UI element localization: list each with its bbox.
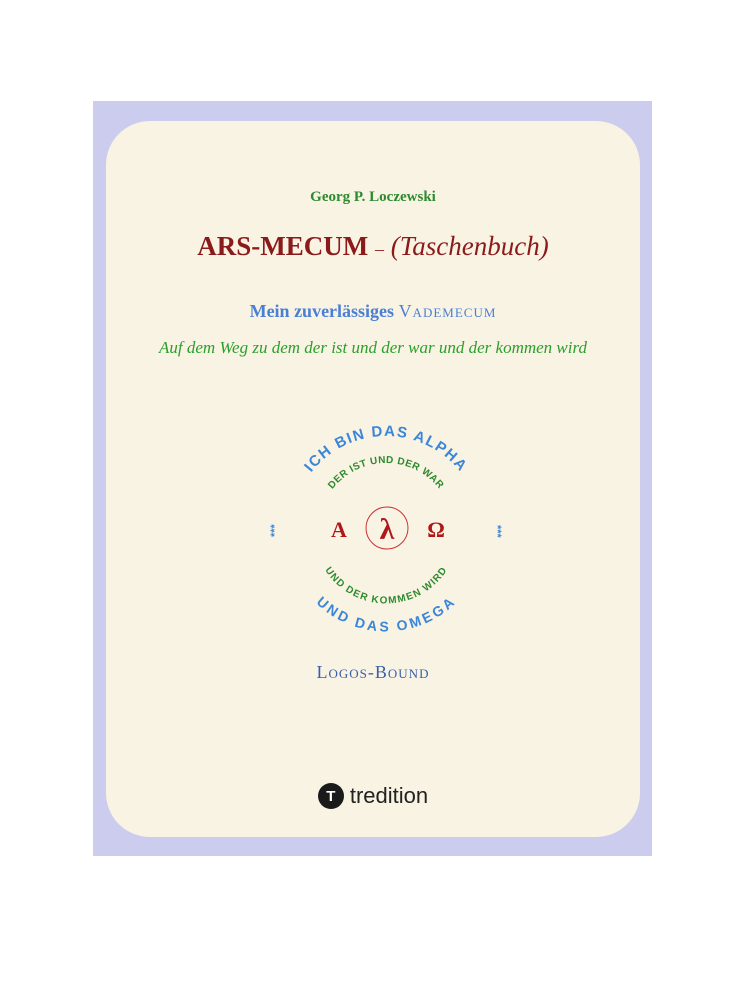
book-subtitle xyxy=(106,301,640,322)
alpha-symbol: Α xyxy=(331,517,347,542)
title-main: ARS-MECUM xyxy=(197,231,369,261)
omega-symbol: Ω xyxy=(427,517,445,542)
alpha-omega-emblem xyxy=(266,411,506,651)
emblem-outer-bottom-text: UND DAS OMEGA xyxy=(313,593,459,635)
title-subtitle: (Taschenbuch) xyxy=(390,231,549,261)
author-name: Georg P. Loczewski xyxy=(310,189,436,205)
book-title xyxy=(106,231,640,262)
series-name: Logos-Bound xyxy=(316,662,430,682)
tagline: Auf dem Weg zu dem der ist und der war und der kommen wird xyxy=(159,338,587,357)
subtitle-vademecum: Vademecum xyxy=(398,301,497,321)
publisher xyxy=(106,783,640,809)
cover-panel xyxy=(106,121,640,837)
title-dash: – xyxy=(375,239,384,259)
book-cover xyxy=(93,101,652,856)
publisher-name: tredition xyxy=(349,783,429,808)
lambda-symbol: λ xyxy=(379,513,395,546)
right-stars: *** xyxy=(491,525,503,538)
subtitle-lead: Mein zuverlässiges xyxy=(249,301,399,321)
left-stars: *** xyxy=(269,524,281,537)
emblem-outer-top-text: ICH BIN DAS ALPHA xyxy=(300,422,471,476)
emblem-inner-top-text: DER IST UND DER WAR xyxy=(326,454,446,492)
tredition-logo-icon: T xyxy=(318,783,344,809)
emblem-inner-bottom-text: UND DER KOMMEN WIRD xyxy=(322,565,450,607)
